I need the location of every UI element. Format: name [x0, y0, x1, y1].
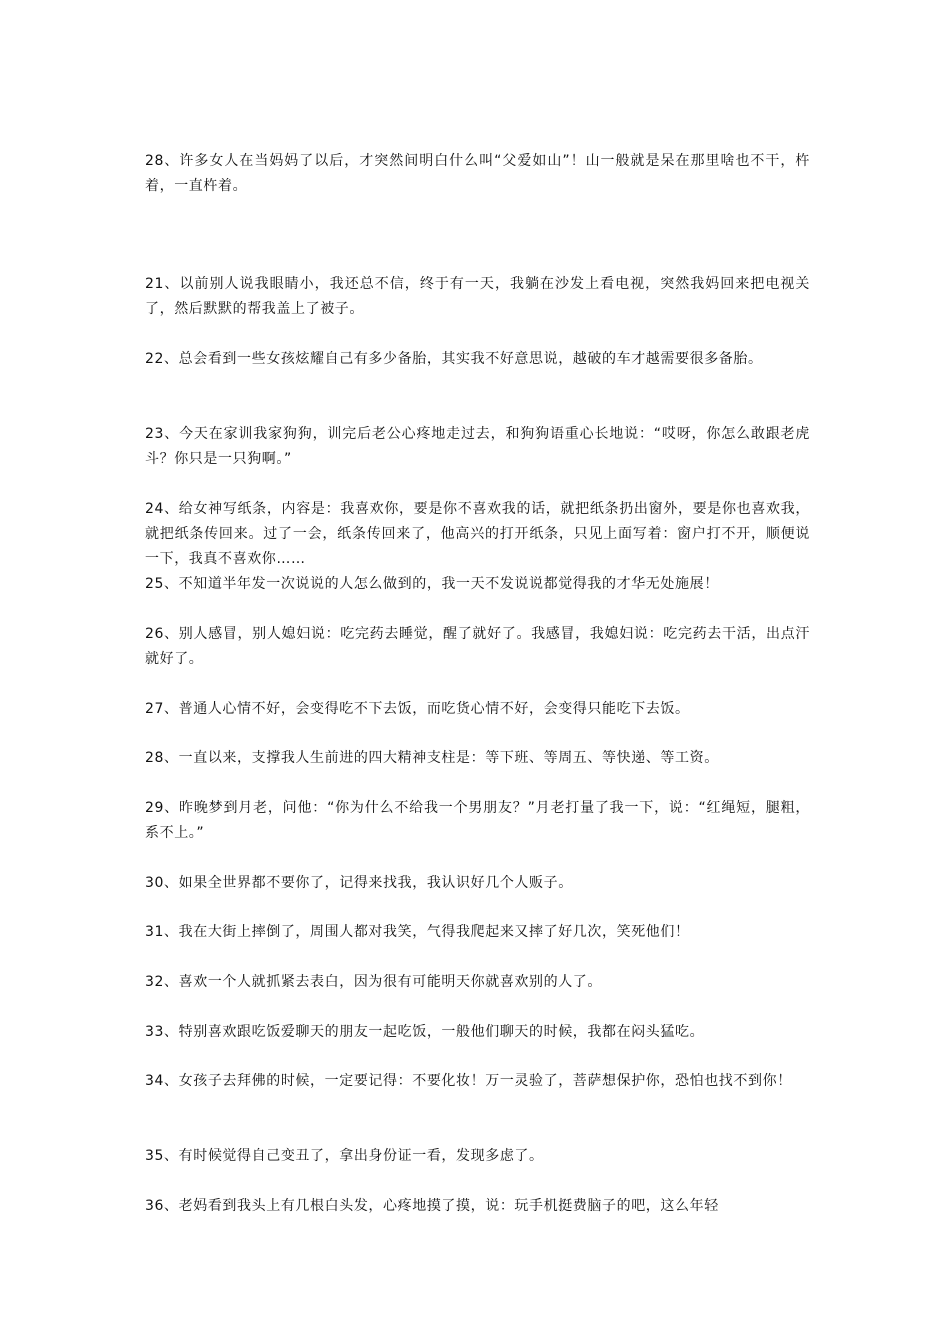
joke-paragraph-10: 29、昨晚梦到月老，问他：“你为什么不给我一个男朋友？”月老打量了我一下，说：“红绳短，腿粗，系不上。” [145, 800, 810, 841]
joke-paragraph-17: 36、老妈看到我头上有几根白头发，心疼地摸了摸，说：玩手机挺费脑子的吧，这么年轻 [145, 1198, 719, 1214]
joke-paragraph-3: 22、总会看到一些女孩炫耀自己有多少备胎，其实我不好意思说，越破的车才越需要很多备胎。 [145, 351, 763, 367]
joke-paragraph-9: 28、一直以来，支撑我人生前进的四大精神支柱是：等下班、等周五、等快递、等工资。 [145, 750, 719, 766]
joke-paragraph-8: 27、普通人心情不好，会变得吃不下去饭，而吃货心情不好，会变得只能吃下去饭。 [145, 701, 690, 717]
joke-paragraph-15: 34、女孩子去拜佛的时候，一定要记得：不要化妆！万一灵验了，菩萨想保护你，恐怕也找不到你！ [145, 1073, 792, 1089]
joke-paragraph-11: 30、如果全世界都不要你了，记得来找我，我认识好几个人贩子。 [145, 875, 573, 891]
joke-paragraph-7: 26、别人感冒，别人媳妇说：吃完药去睡觉，醒了就好了。我感冒，我媳妇说：吃完药去干活，出点汗就好了。 [145, 626, 810, 667]
joke-paragraph-16: 35、有时候觉得自己变丑了，拿出身份证一看，发现多虑了。 [145, 1148, 544, 1164]
joke-paragraph-12: 31、我在大街上摔倒了，周围人都对我笑，气得我爬起来又摔了好几次，笑死他们！ [145, 924, 690, 940]
joke-paragraph-13: 32、喜欢一个人就抓紧去表白，因为很有可能明天你就喜欢别的人了。 [145, 974, 603, 990]
joke-paragraph-14: 33、特别喜欢跟吃饭爱聊天的朋友一起吃饭，一般他们聊天的时候，我都在闷头猛吃。 [145, 1024, 705, 1040]
joke-paragraph-2: 21、以前别人说我眼睛小，我还总不信，终于有一天，我躺在沙发上看电视，突然我妈回来把电视关了，然后默默的帮我盖上了被子。 [145, 276, 810, 317]
joke-paragraph-6: 25、不知道半年发一次说说的人怎么做到的，我一天不发说说都觉得我的才华无处施展！ [145, 576, 719, 592]
joke-paragraph-4: 23、今天在家训我家狗狗，训完后老公心疼地走过去，和狗狗语重心长地说：“哎呀，你怎么敢跟老虎斗？你只是一只狗啊。” [145, 426, 810, 467]
joke-paragraph-1: 28、许多女人在当妈妈了以后，才突然间明白什么叫“父爱如山”！山一般就是呆在那里啥也不干，杵着，一直杵着。 [145, 153, 810, 194]
joke-paragraph-5: 24、给女神写纸条，内容是：我喜欢你，要是你不喜欢我的话，就把纸条扔出窗外，要是你也喜欢我，就把纸条传回来。过了一会，纸条传回来了，他高兴的打开纸条，只见上面写着：窗户打不开，顺便说一下，我真不喜欢你…… [145, 501, 810, 567]
